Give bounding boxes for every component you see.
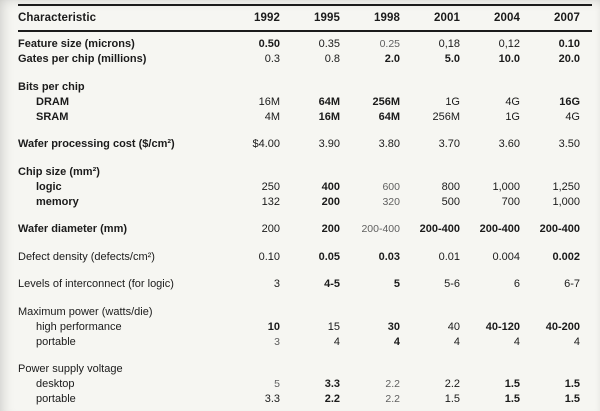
table-cell: 16G [559,95,580,108]
table-cell: 64M [378,110,400,123]
table-cell: 3 [273,278,280,290]
table-cell: 2.0 [384,53,400,65]
section-header-row [18,305,600,320]
table-cell: 200-400 [419,223,460,235]
table-group [18,165,600,210]
table-cell [460,362,520,377]
column-header-1992: 1992 [254,12,280,24]
row-label: Gates per chip (millions) [18,53,147,65]
table-cell: 4M [264,110,280,123]
table-cell: 30 [387,320,400,333]
table-cell: 4 [333,335,340,348]
table-row [18,37,600,52]
table-cell: 20.0 [558,53,580,65]
table-row [18,180,600,195]
table-cell [220,305,280,320]
table-cell: 3 [274,335,280,348]
column-header-2001: 2001 [434,12,460,24]
table-cell [520,165,580,180]
table-cell: 0.8 [324,53,340,65]
section-header-row [18,165,600,180]
table-cell [460,80,520,95]
table-cell: 4 [513,335,520,348]
table-group [18,362,600,407]
table-cell: 200 [321,195,340,208]
table-cell: 0.50 [258,38,280,50]
table-row [18,250,600,265]
row-label: Chip size (mm²) [18,165,100,178]
table-cell [280,362,340,377]
table-cell: 0.10 [558,38,580,50]
table-cell [340,165,400,180]
table-cell: 1,000 [492,180,520,193]
table-cell: 200 [261,223,280,235]
row-label: high performance [36,320,122,333]
table-cell [220,80,280,95]
table-cell: 200-400 [539,223,580,235]
table-cell: 40-120 [485,320,520,333]
table-cell: 3.70 [438,138,460,150]
table-cell: 5 [274,378,280,390]
row-label: Wafer diameter (mm) [18,223,128,235]
table-cell: 0.25 [379,38,400,50]
table-row [18,195,600,210]
row-label: desktop [36,378,75,390]
table-cell: 0.03 [378,250,400,263]
table-cell: 1.5 [564,378,580,390]
table-cell: 3.80 [378,138,400,150]
table-cell: 1.5 [504,393,520,405]
table-cell: 64M [318,95,340,108]
row-label: Maximum power (watts/die) [18,305,153,318]
table-cell: 600 [382,180,400,193]
table-cell [400,80,460,95]
row-label: memory [36,195,79,208]
table-row [18,320,600,335]
table-cell: 0.35 [318,38,340,50]
table-cell: $4.00 [252,138,280,150]
table-cell: 5.0 [444,53,460,65]
table-cell [220,362,280,377]
row-label: SRAM [36,110,69,123]
table-cell [400,305,460,320]
table-cell: 3.60 [498,138,520,150]
table-body [0,37,600,407]
header-bottom-rule [18,30,592,32]
table-cell: 320 [382,195,400,208]
table-cell: 3.3 [324,378,340,390]
table-cell: 500 [441,195,460,208]
table-cell: 1.5 [444,393,460,405]
table-cell: 10 [267,320,280,333]
table-row [18,52,600,67]
table-cell: 1.5 [504,378,520,390]
table-cell: 40 [447,320,460,333]
table-row [18,392,600,407]
table-row [18,335,600,350]
table-cell: 4 [393,335,400,348]
row-label: Defect density (defects/cm²) [18,250,155,263]
table-group [18,222,600,237]
table-cell: 2.2 [385,378,400,390]
table-cell [340,362,400,377]
table-cell: 0.10 [258,250,280,263]
table-cell: 40-200 [545,320,580,333]
table-cell: 5 [393,278,400,290]
table-cell: 700 [501,195,520,208]
row-label: Feature size (microns) [18,38,135,50]
column-header-characteristic: Characteristic [18,12,97,24]
section-header-row [18,362,600,377]
row-label: logic [36,180,62,193]
row-label: portable [36,393,76,405]
table-cell: 2.2 [444,378,460,390]
table-cell: 800 [441,180,460,193]
row-label: Wafer processing cost ($/cm²) [18,138,175,150]
row-label: Power supply voltage [18,363,123,375]
table-cell: 1G [445,95,460,108]
table-cell [520,80,580,95]
table-cell [460,165,520,180]
row-label: Levels of interconnect (for logic) [18,278,174,290]
table-cell [280,80,340,95]
table-cell: 256M [432,110,460,123]
table-cell: 3.3 [264,393,280,405]
table-group [18,37,600,67]
table-cell: 0.3 [264,53,280,65]
table-cell: 200-400 [361,223,400,235]
table-group [18,80,600,125]
table-cell: 132 [261,195,280,208]
table-group [18,277,600,292]
table-cell [340,305,400,320]
table-cell: 200-400 [479,223,520,235]
column-header-2007: 2007 [554,12,580,24]
table-cell: 200 [321,223,340,235]
table-row [18,277,600,292]
table-cell [280,165,340,180]
table-cell: 256M [372,95,400,108]
table-header-row [0,6,600,30]
table-cell: 6-7 [564,278,580,290]
table-cell: 2.2 [324,393,340,405]
table-cell: 0.004 [492,250,520,263]
table-cell: 0.002 [552,250,580,263]
table-cell: 16M [318,110,340,123]
table-cell: 2.2 [385,393,400,405]
table-cell: 4 [573,335,580,348]
section-header-row [18,80,600,95]
table-cell: 6 [513,278,520,290]
table-row [18,137,600,152]
table-cell: 0.05 [318,250,340,263]
table-group [18,250,600,265]
table-cell [220,165,280,180]
table-cell: 4-5 [324,278,340,290]
table-cell: 1,000 [552,195,580,208]
row-label: Bits per chip [18,80,85,93]
table-row [18,110,600,125]
table-cell: 0,12 [498,38,520,50]
table-cell [280,305,340,320]
row-label: portable [36,335,76,348]
table-group [18,137,600,152]
table-cell [400,362,460,377]
column-header-1998: 1998 [374,12,400,24]
table-cell: 10.0 [498,53,520,65]
table-cell: 400 [321,180,340,193]
row-label: DRAM [36,95,69,108]
table-cell: 4G [505,95,520,108]
table-cell: 5-6 [444,278,460,290]
table-group [18,305,600,350]
table-cell: 0,18 [438,38,460,50]
table-cell [520,362,580,377]
table-cell: 250 [261,180,280,193]
table-cell [520,305,580,320]
table-row [18,95,600,110]
table-cell [400,165,460,180]
table-row [18,222,600,237]
table-cell: 1,250 [552,180,580,193]
table-cell: 4G [565,110,580,123]
table-cell: 15 [327,320,340,333]
column-header-2004: 2004 [494,12,520,24]
table-cell: 1.5 [564,393,580,405]
table-cell [340,80,400,95]
table-cell: 3.50 [558,138,580,150]
table-cell: 0.01 [438,250,460,263]
table-cell: 1G [505,110,520,123]
table-cell [460,305,520,320]
column-header-1995: 1995 [314,12,340,24]
table-cell: 16M [258,95,280,108]
table-cell: 3.90 [318,138,340,150]
table-cell: 4 [453,335,460,348]
table-row [18,377,600,392]
